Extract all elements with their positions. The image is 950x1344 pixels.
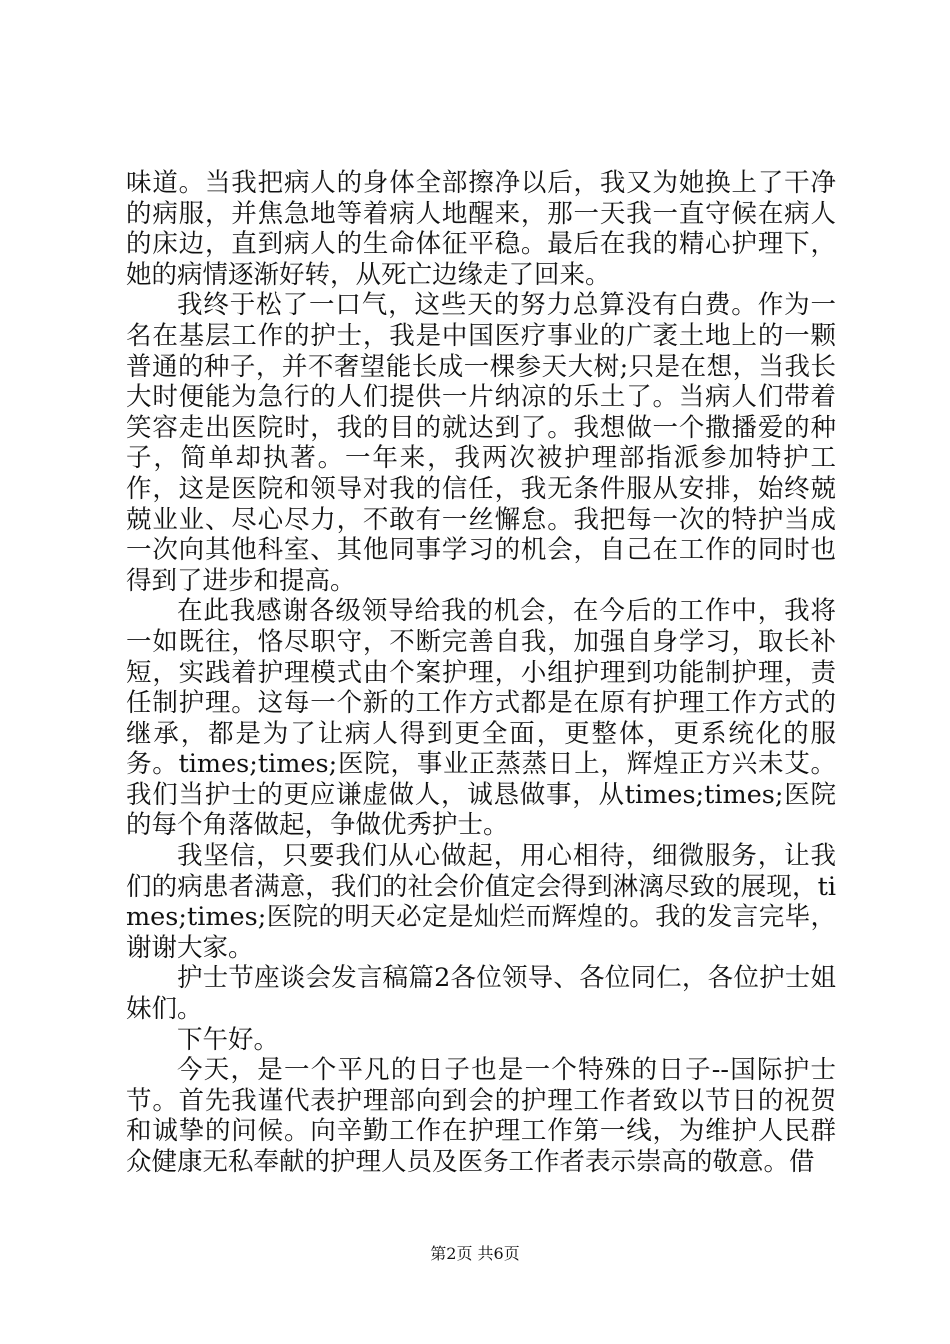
paragraph-greeting: 下午好。 [177,1024,280,1055]
paragraph-continuation: 味道。当我把病人的身体全部擦净以后，我又为她换上了干净的病服，并焦急地等着病人地醒来，那一天我一直守候在病人的床边，直到病人的生命体征平稳。最后在我的精心护理下，她的病情逐渐好转，从死亡边缘走了回来。 [126,168,836,290]
document-body [126,168,836,1178]
paragraph: 今天，是一个平凡的日子也是一个特殊的日子--国际护士节。首先我谨代表护理部向到会的护理工作者致以节日的祝贺和诚挚的问候。向辛勤工作在护理工作第一线，为维护人民群众健康无私奉献的护理人员及医务工作者表示崇高的敬意。借 [126,1055,836,1177]
page-number: 第2页 共6页 [430,1244,520,1263]
paragraph: 我终于松了一口气，这些天的努力总算没有白费。作为一名在基层工作的护士，我是中国医疗事业的广袤土地上的一颗普通的种子，并不奢望能长成一棵参天大树;只是在想，当我长大时便能为急行的人们提供一片纳凉的乐土了。当病人们带着笑容走出医院时，我的目的就达到了。我想做一个撒播爱的种子，简单却执著。一年来，我两次被护理部指派参加特护工作，这是医院和领导对我的信任，我无条件服从安排，始终兢兢业业、尽心尽力，不敢有一丝懈怠。我把每一次的特护当成一次向其他科室、其他同事学习的机会，自己在工作的同时也得到了进步和提高。 [126,290,836,596]
page-footer [0,1244,950,1264]
paragraph: 我坚信，只要我们从心做起，用心相待，细微服务，让我们的病患者满意，我们的社会价值定会得到淋漓尽致的展现，times;times;医院的明天必定是灿烂而辉煌的。我的发言完毕，谢谢大家。 [126,841,836,963]
paragraph-heading: 护士节座谈会发言稿篇2各位领导、各位同仁，各位护士姐妹们。 [126,963,836,1025]
paragraph: 在此我感谢各级领导给我的机会，在今后的工作中，我将一如既往，恪尽职守，不断完善自我，加强自身学习，取长补短，实践着护理模式由个案护理，小组护理到功能制护理，责任制护理。这每一个新的工作方式都是在原有护理工作方式的继承，都是为了让病人得到更全面，更整体，更系统化的服务。times;times;医院，事业正蒸蒸日上，辉煌正方兴未艾。我们当护士的更应谦虚做人，诚恳做事，从times;times;医院的每个角落做起，争做优秀护士。 [126,596,836,841]
